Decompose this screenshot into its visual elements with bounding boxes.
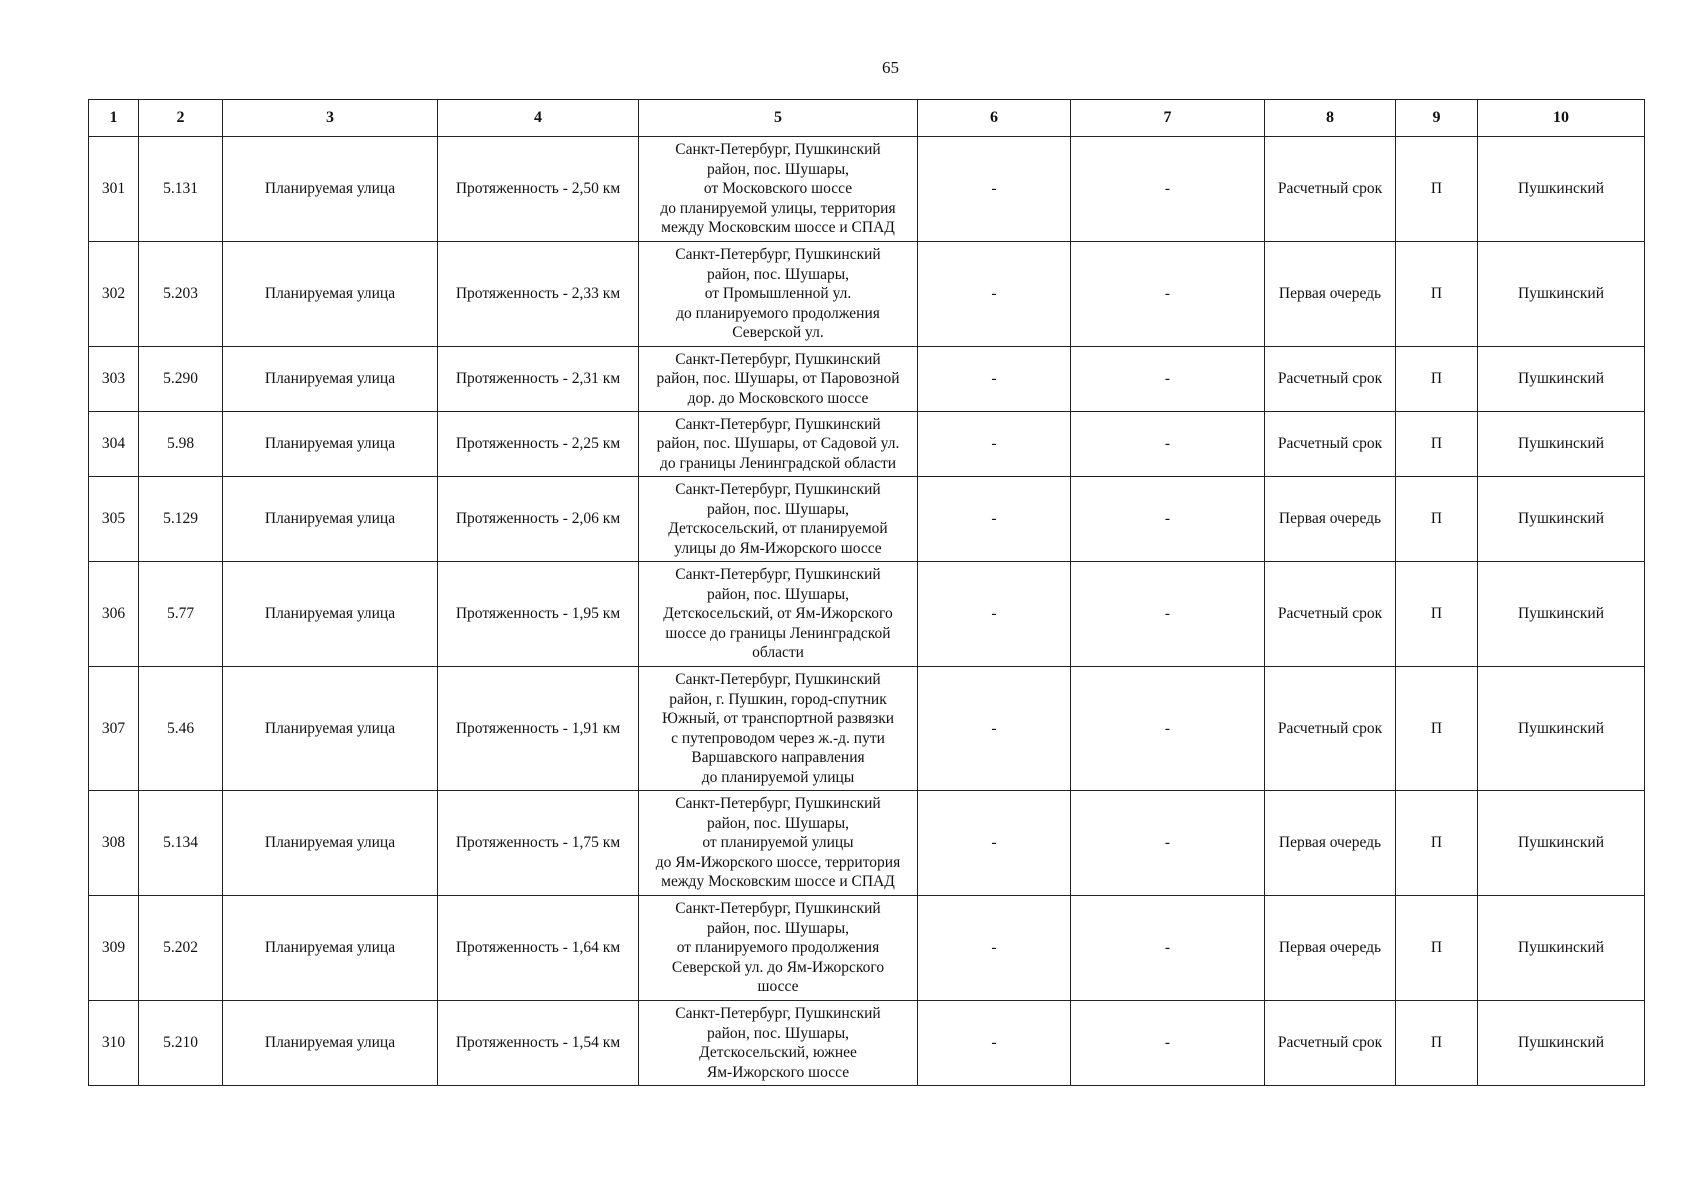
object-code: 5.98: [139, 412, 223, 477]
object-type: П: [1396, 347, 1478, 412]
implementation-stage: Расчетный срок: [1265, 562, 1396, 667]
object-length: Протяженность - 1,95 км: [438, 562, 639, 667]
column-header-3: 3: [223, 100, 438, 137]
district: Пушкинский: [1478, 242, 1645, 347]
object-length: Протяженность - 1,91 км: [438, 667, 639, 791]
object-length: Протяженность - 2,25 км: [438, 412, 639, 477]
column-header-8: 8: [1265, 100, 1396, 137]
column-header-6: 6: [918, 100, 1071, 137]
column-7-value: -: [1071, 137, 1265, 242]
object-code: 5.134: [139, 791, 223, 896]
object-name: Планируемая улица: [223, 896, 438, 1001]
object-type: П: [1396, 477, 1478, 562]
object-code: 5.129: [139, 477, 223, 562]
column-6-value: -: [918, 791, 1071, 896]
implementation-stage: Первая очередь: [1265, 477, 1396, 562]
column-6-value: -: [918, 667, 1071, 791]
object-name: Планируемая улица: [223, 242, 438, 347]
object-address: Санкт-Петербург, Пушкинский район, пос. Шушары, от Паровозной дор. до Московского шоссе: [639, 347, 918, 412]
row-number: 301: [89, 137, 139, 242]
object-address: Санкт-Петербург, Пушкинский район, пос. Шушары, от Садовой ул. до границы Ленинградской области: [639, 412, 918, 477]
implementation-stage: Расчетный срок: [1265, 137, 1396, 242]
object-name: Планируемая улица: [223, 412, 438, 477]
column-6-value: -: [918, 412, 1071, 477]
row-number: 308: [89, 791, 139, 896]
table-row: [89, 1001, 1645, 1086]
column-7-value: -: [1071, 347, 1265, 412]
implementation-stage: Первая очередь: [1265, 242, 1396, 347]
object-code: 5.203: [139, 242, 223, 347]
column-7-value: -: [1071, 412, 1265, 477]
row-number: 305: [89, 477, 139, 562]
row-number: 302: [89, 242, 139, 347]
object-address: Санкт-Петербург, Пушкинский район, пос. Шушары, от планируемого продолжения Северской ул. до Ям-Ижорского шоссе: [639, 896, 918, 1001]
row-number: 306: [89, 562, 139, 667]
object-code: 5.202: [139, 896, 223, 1001]
row-number: 304: [89, 412, 139, 477]
district: Пушкинский: [1478, 347, 1645, 412]
object-code: 5.210: [139, 1001, 223, 1086]
object-address: Санкт-Петербург, Пушкинский район, пос. Шушары, от Промышленной ул. до планируемого продолжения Северской ул.: [639, 242, 918, 347]
column-6-value: -: [918, 242, 1071, 347]
object-length: Протяженность - 1,64 км: [438, 896, 639, 1001]
table-row: [89, 896, 1645, 1001]
object-name: Планируемая улица: [223, 791, 438, 896]
column-7-value: -: [1071, 242, 1265, 347]
district: Пушкинский: [1478, 667, 1645, 791]
object-address: Санкт-Петербург, Пушкинский район, пос. Шушары, от Московского шоссе до планируемой улицы, территория между Московским шоссе и СПАД: [639, 137, 918, 242]
district: Пушкинский: [1478, 791, 1645, 896]
column-header-1: 1: [89, 100, 139, 137]
table-row: [89, 347, 1645, 412]
object-type: П: [1396, 242, 1478, 347]
row-number: 309: [89, 896, 139, 1001]
object-code: 5.131: [139, 137, 223, 242]
implementation-stage: Расчетный срок: [1265, 347, 1396, 412]
district: Пушкинский: [1478, 896, 1645, 1001]
table-row: [89, 667, 1645, 791]
column-6-value: -: [918, 347, 1071, 412]
object-address: Санкт-Петербург, Пушкинский район, пос. Шушары, Детскосельский, южнее Ям-Ижорского шоссе: [639, 1001, 918, 1086]
district: Пушкинский: [1478, 137, 1645, 242]
object-length: Протяженность - 2,31 км: [438, 347, 639, 412]
column-7-value: -: [1071, 477, 1265, 562]
object-length: Протяженность - 2,06 км: [438, 477, 639, 562]
planned-streets-table: [88, 99, 1645, 1086]
object-code: 5.46: [139, 667, 223, 791]
implementation-stage: Расчетный срок: [1265, 1001, 1396, 1086]
implementation-stage: Первая очередь: [1265, 896, 1396, 1001]
object-length: Протяженность - 2,50 км: [438, 137, 639, 242]
object-address: Санкт-Петербург, Пушкинский район, г. Пушкин, город-спутник Южный, от транспортной развязки с путепроводом через ж.-д. пути Варшавского направления до планируемой улицы: [639, 667, 918, 791]
object-name: Планируемая улица: [223, 137, 438, 242]
district: Пушкинский: [1478, 562, 1645, 667]
object-length: Протяженность - 1,75 км: [438, 791, 639, 896]
header-row: [89, 100, 1645, 137]
object-name: Планируемая улица: [223, 347, 438, 412]
implementation-stage: Расчетный срок: [1265, 667, 1396, 791]
district: Пушкинский: [1478, 412, 1645, 477]
object-type: П: [1396, 562, 1478, 667]
object-address: Санкт-Петербург, Пушкинский район, пос. Шушары, Детскосельский, от Ям-Ижорского шоссе до границы Ленинградской области: [639, 562, 918, 667]
column-header-4: 4: [438, 100, 639, 137]
object-name: Планируемая улица: [223, 477, 438, 562]
object-type: П: [1396, 896, 1478, 1001]
object-type: П: [1396, 412, 1478, 477]
column-header-2: 2: [139, 100, 223, 137]
column-6-value: -: [918, 137, 1071, 242]
object-length: Протяженность - 1,54 км: [438, 1001, 639, 1086]
table-row: [89, 242, 1645, 347]
object-length: Протяженность - 2,33 км: [438, 242, 639, 347]
table-row: [89, 137, 1645, 242]
table-row: [89, 412, 1645, 477]
column-header-9: 9: [1396, 100, 1478, 137]
object-type: П: [1396, 137, 1478, 242]
object-name: Планируемая улица: [223, 667, 438, 791]
object-type: П: [1396, 667, 1478, 791]
object-code: 5.290: [139, 347, 223, 412]
implementation-stage: Первая очередь: [1265, 791, 1396, 896]
district: Пушкинский: [1478, 1001, 1645, 1086]
column-header-7: 7: [1071, 100, 1265, 137]
column-6-value: -: [918, 1001, 1071, 1086]
column-6-value: -: [918, 896, 1071, 1001]
district: Пушкинский: [1478, 477, 1645, 562]
object-address: Санкт-Петербург, Пушкинский район, пос. Шушары, от планируемой улицы до Ям-Ижорского шоссе, территория между Московским шоссе и СПАД: [639, 791, 918, 896]
table-row: [89, 477, 1645, 562]
column-7-value: -: [1071, 791, 1265, 896]
column-7-value: -: [1071, 896, 1265, 1001]
implementation-stage: Расчетный срок: [1265, 412, 1396, 477]
page-number: 65: [882, 58, 899, 77]
object-type: П: [1396, 791, 1478, 896]
column-7-value: -: [1071, 562, 1265, 667]
column-6-value: -: [918, 477, 1071, 562]
table-row: [89, 562, 1645, 667]
column-header-10: 10: [1478, 100, 1645, 137]
row-number: 303: [89, 347, 139, 412]
column-header-5: 5: [639, 100, 918, 137]
object-type: П: [1396, 1001, 1478, 1086]
row-number: 307: [89, 667, 139, 791]
row-number: 310: [89, 1001, 139, 1086]
object-code: 5.77: [139, 562, 223, 667]
table-row: [89, 791, 1645, 896]
column-7-value: -: [1071, 667, 1265, 791]
column-7-value: -: [1071, 1001, 1265, 1086]
object-name: Планируемая улица: [223, 562, 438, 667]
object-name: Планируемая улица: [223, 1001, 438, 1086]
column-6-value: -: [918, 562, 1071, 667]
object-address: Санкт-Петербург, Пушкинский район, пос. Шушары, Детскосельский, от планируемой улицы до Ям-Ижорского шоссе: [639, 477, 918, 562]
